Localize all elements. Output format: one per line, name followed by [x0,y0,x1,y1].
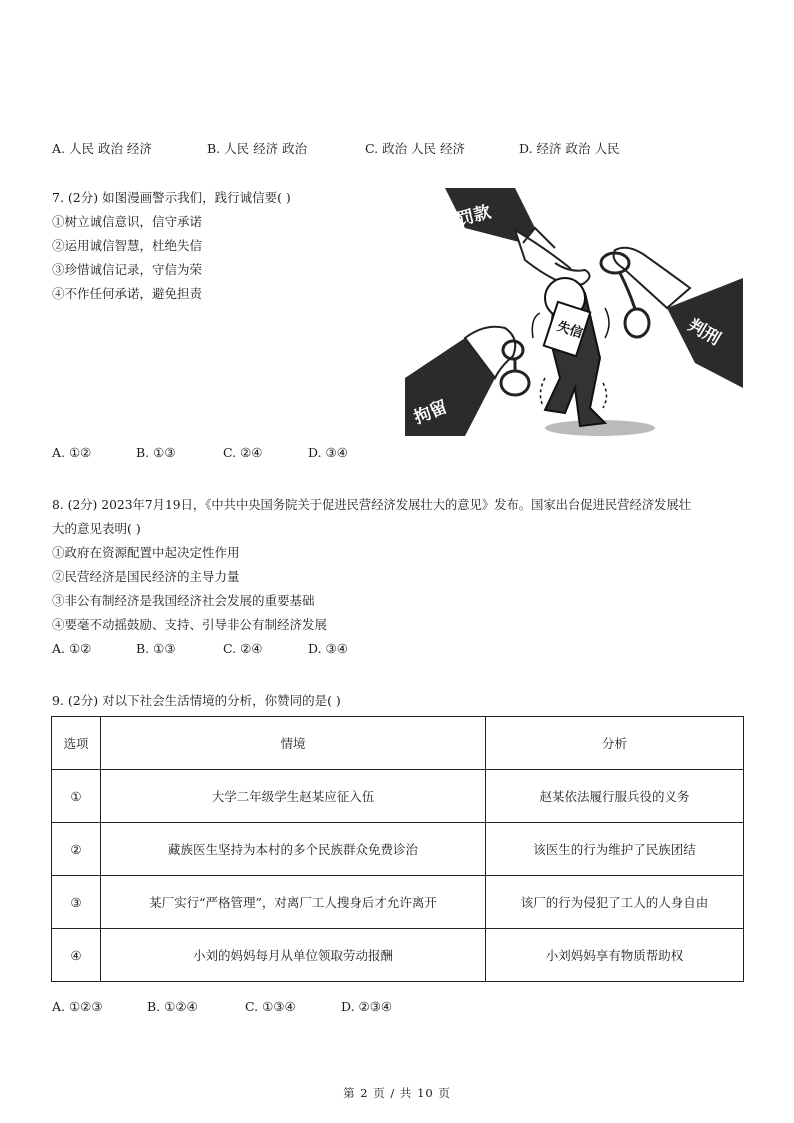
detain-arm [405,327,515,436]
q8-item-4: ④要毫不动摇鼓励、支持、引导非公有制经济发展 [52,617,328,632]
q9-option-c: C. ①③④ [245,999,296,1014]
label-sentence: 判刑 [684,315,724,350]
q8-item-1: ①政府在资源配置中起决定性作用 [52,545,240,560]
q7-options [52,445,348,460]
q9-stem: 9. (2分) 对以下社会生活情境的分析，你赞同的是( ) [52,693,341,708]
row-situation: 某厂实行“严格管理”，对离厂工人搜身后才允许离开 [101,876,486,929]
row-option: ① [52,770,101,823]
q9-options [52,999,392,1014]
header-situation: 情境 [101,717,486,770]
q8-option-c: C. ②④ [223,641,263,656]
q7-option-a: A. ①② [52,445,92,460]
fine-arm [445,188,590,285]
q7-item-1: ①树立诚信意识，信守承诺 [52,214,203,229]
q7-item-4: ④不作任何承诺，避免担责 [52,286,203,301]
q6-options [52,139,619,157]
q7-item-2: ②运用诚信智慧，杜绝失信 [52,238,203,253]
row-option: ② [52,823,101,876]
q6-option-d: D. 经济 政治 人民 [519,141,620,156]
q8-stem-line-2: 大的意见表明( ) [52,521,141,536]
q6-option-c: C. 政治 人民 经济 [365,141,466,156]
q8-option-b: B. ①③ [136,641,176,656]
label-fine: 罚款 [455,202,494,231]
sentence-arm [614,248,743,388]
q7-option-b: B. ①③ [136,445,176,460]
q9-table [51,716,744,982]
header-option: 选项 [52,717,101,770]
row-analysis: 赵某依法履行服兵役的义务 [486,770,744,823]
table-row [52,770,744,823]
q9-option-d: D. ②③④ [341,999,393,1014]
label-detain: 拘留 [411,397,451,429]
row-option: ④ [52,929,101,982]
q8-item-3: ③非公有制经济是我国经济社会发展的重要基础 [52,593,315,608]
q6-option-b: B. 人民 经济 政治 [207,141,308,156]
row-situation: 大学二年级学生赵某应征入伍 [101,770,486,823]
comic-illustration [405,188,743,436]
q8-options [52,641,348,656]
table-header-row [52,717,744,770]
row-option: ③ [52,876,101,929]
row-analysis: 该厂的行为侵犯了工人的人身自由 [486,876,744,929]
header-analysis: 分析 [486,717,744,770]
q6-option-a: A. 人民 政治 经济 [52,141,152,156]
q8-item-2: ②民营经济是国民经济的主导力量 [52,569,240,584]
q7-item-3: ③珍惜诚信记录，守信为荣 [52,262,203,277]
row-situation: 藏族医生坚持为本村的多个民族群众免费诊治 [101,823,486,876]
row-situation: 小刘的妈妈每月从单位领取劳动报酬 [101,929,486,982]
q7-stem: 7. (2分) 如图漫画警示我们，践行诚信要( ) [52,190,291,205]
table-row [52,929,744,982]
q9-option-a: A. ①②③ [52,999,103,1014]
page-footer: 第 2 页 / 共 10 页 [343,1086,451,1100]
q9-option-b: B. ①②④ [147,999,198,1014]
row-analysis: 该医生的行为维护了民族团结 [486,823,744,876]
q7-option-c: C. ②④ [223,445,263,460]
q8-option-a: A. ①② [52,641,92,656]
q7-option-d: D. ③④ [308,445,348,460]
person-figure [532,278,655,436]
label-sign: 失信 [555,319,585,342]
table-row [52,876,744,929]
q8-stem-line-1: 8. (2分) 2023年7月19日，《中共中央国务院关于促进民营经济发展壮大的意见》发布。国家出台促进民营经济发展壮 [52,498,691,512]
q8-option-d: D. ③④ [308,641,348,656]
row-analysis: 小刘妈妈享有物质帮助权 [486,929,744,982]
table-row [52,823,744,876]
